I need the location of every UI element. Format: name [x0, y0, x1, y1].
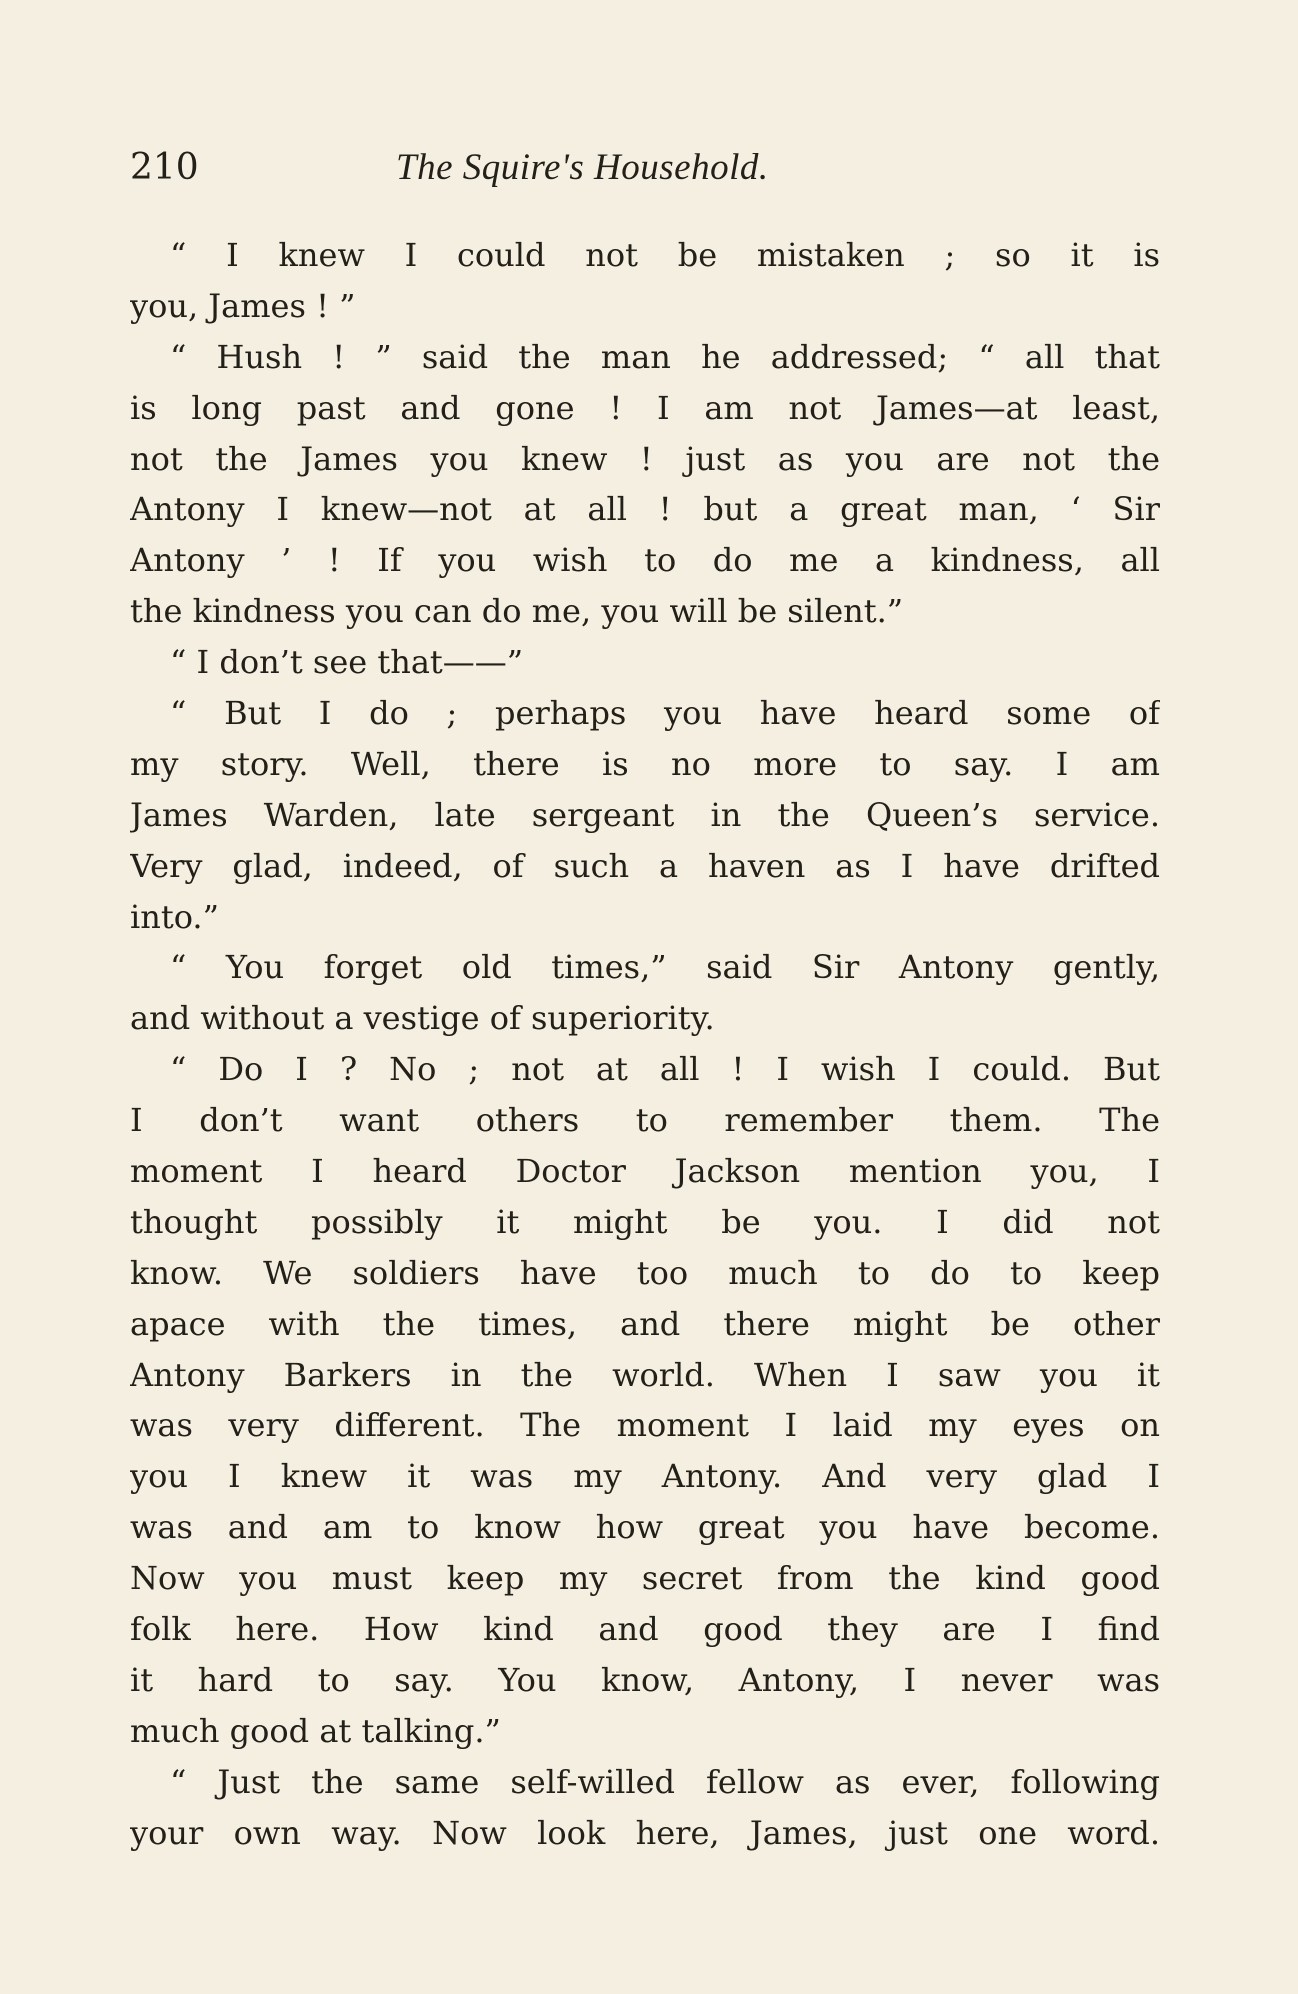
text-line: I don’t want others to remember them. The [130, 1101, 1160, 1140]
text-line: you I knew it was my Antony. And very glad I [130, 1457, 1160, 1496]
text-line: was very different. The moment I laid my eyes on [130, 1406, 1160, 1445]
text-line: into.” [130, 897, 219, 936]
text-line: “ Do I ? No ; not at all ! I wish I could. But [170, 1050, 1160, 1089]
text-line: and without a vestige of superiority. [130, 999, 715, 1038]
text-line: you, James ! ” [130, 286, 356, 325]
text-line: folk here. How kind and good they are I find [130, 1610, 1160, 1649]
text-line: Antony ’ ! If you wish to do me a kindness, all [130, 541, 1160, 580]
body-text [130, 230, 1160, 1859]
text-line: James Warden, late sergeant in the Queen’s service. [130, 795, 1160, 834]
running-title: The Squire's Household. [396, 147, 769, 188]
text-line: my story. Well, there is no more to say. I am [130, 744, 1160, 783]
text-line: it hard to say. You know, Antony, I never was [130, 1660, 1160, 1699]
text-line: apace with the times, and there might be other [130, 1304, 1160, 1343]
text-line: “ Just the same self-willed fellow as ever, following [170, 1762, 1160, 1801]
page-header [130, 138, 1160, 198]
text-line: the kindness you can do me, you will be silent.” [130, 592, 904, 631]
text-line: moment I heard Doctor Jackson mention you, I [130, 1152, 1160, 1191]
text-line: “ I knew I could not be mistaken ; so it is [170, 236, 1160, 274]
text-line: Very glad, indeed, of such a haven as I have drifted [130, 846, 1160, 885]
text-line: Antony Barkers in the world. When I saw you it [130, 1355, 1160, 1394]
text-line: was and am to know how great you have become. [130, 1508, 1160, 1547]
text-line: know. We soldiers have too much to do to keep [130, 1253, 1160, 1292]
text-line: thought possibly it might be you. I did not [130, 1202, 1160, 1241]
text-line: much good at talking.” [130, 1711, 501, 1750]
text-line: is long past and gone ! I am not James—at least, [130, 388, 1160, 427]
text-line: “ Hush ! ” said the man he addressed; “ all that [170, 337, 1160, 376]
text-line: “ I don’t see that——” [170, 643, 524, 682]
text-line: not the James you knew ! just as you are not the [130, 439, 1160, 478]
page-number: 210 [130, 147, 199, 188]
text-line: “ But I do ; perhaps you have heard some of [170, 694, 1160, 733]
text-line: Antony I knew—not at all ! but a great man, ‘ Sir [130, 490, 1160, 529]
text-line: “ You forget old times,” said Sir Antony gently, [170, 948, 1160, 987]
text-line: Now you must keep my secret from the kind good [130, 1559, 1160, 1598]
text-line: your own way. Now look here, James, just one word. [130, 1813, 1160, 1852]
